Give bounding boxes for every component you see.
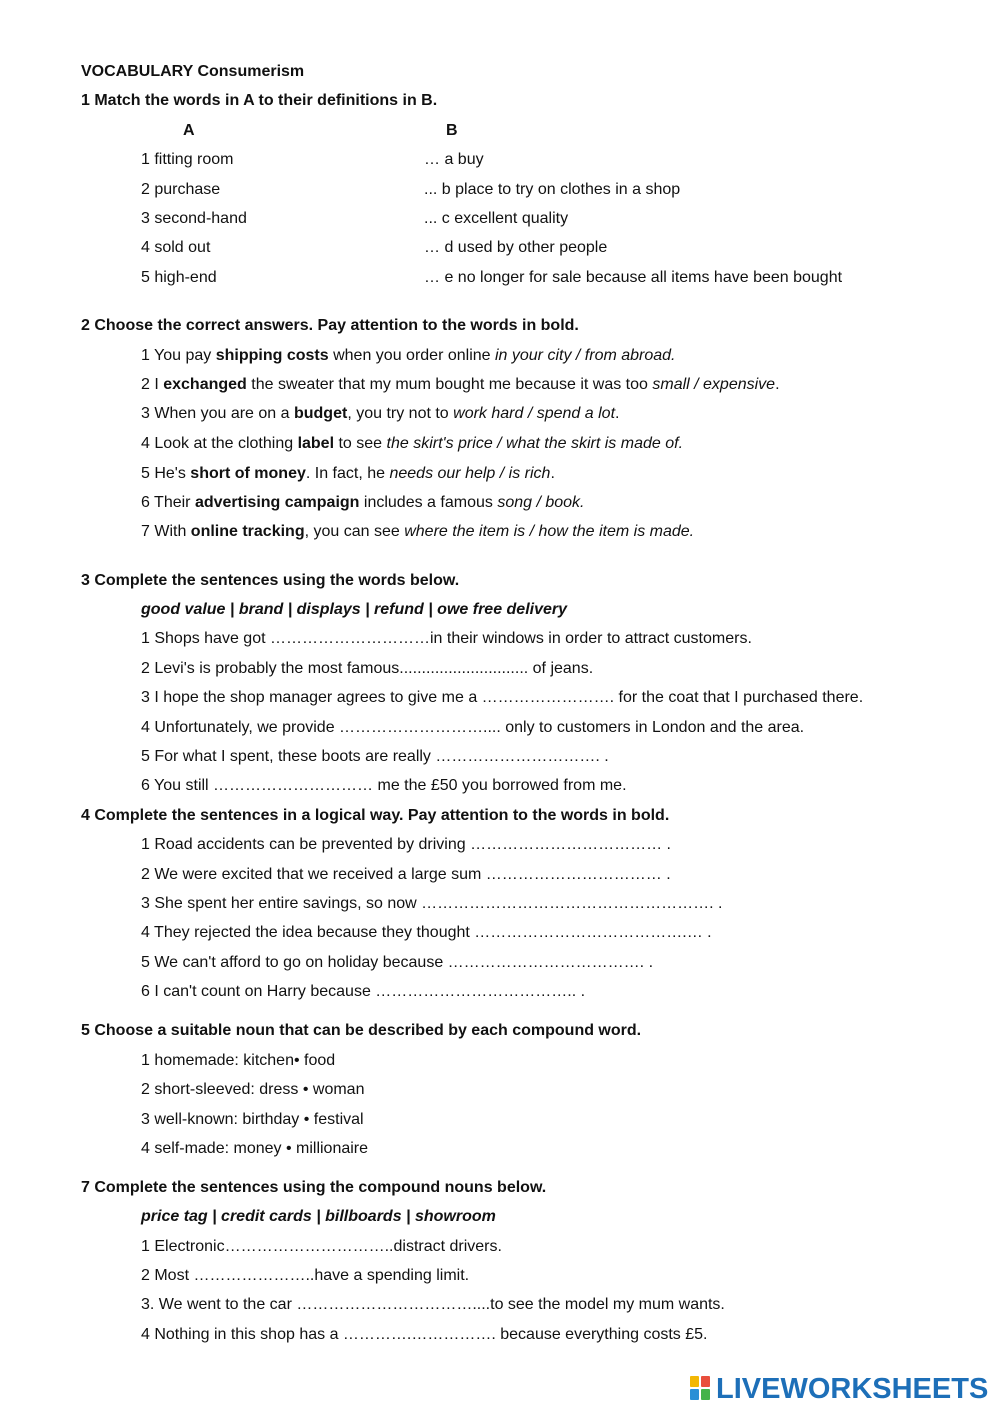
key-phrase: shipping costs [215, 347, 329, 364]
exercise-3-heading: 3 Complete the sentences using the words below. [81, 572, 460, 589]
match-word: 1 fitting room [141, 151, 234, 168]
exercise-2-item: 3 When you are on a budget, you try not to work hard / spend a lot. [141, 405, 620, 422]
exercise-3-word-bank: good value | brand | displays | refund | owe free delivery [141, 601, 568, 618]
key-phrase: exchanged [163, 376, 247, 393]
exercise-4-heading: 4 Complete the sentences in a logical way. Pay attention to the words in bold. [81, 807, 670, 824]
answer-options[interactable]: where the item is / how the item is made. [404, 523, 695, 540]
answer-options[interactable]: needs our help / is rich [389, 465, 551, 482]
match-word: 2 purchase [141, 181, 221, 198]
liveworksheets-logo[interactable] [690, 1373, 988, 1405]
exercise-3-item[interactable]: 3 I hope the shop manager agrees to give me a ……………………. for the coat that I purchased there. [141, 689, 864, 706]
exercise-4-item[interactable]: 3 She spent her entire savings, so now ………………………………………………. . [141, 895, 723, 912]
exercise-2-item: 7 With online tracking, you can see where the item is / how the item is made. [141, 523, 695, 540]
key-phrase: budget [293, 405, 348, 422]
exercise-4-item[interactable]: 2 We were excited that we received a large sum …………………………… . [141, 866, 671, 883]
match-word: 4 sold out [141, 239, 211, 256]
key-phrase: online tracking [190, 523, 305, 540]
exercise-5-item[interactable]: 1 homemade: kitchen• food [141, 1052, 336, 1069]
exercise-7-word-bank: price tag | credit cards | billboards | showroom [141, 1208, 496, 1225]
exercise-2-item: 1 You pay shipping costs when you order online in your city / from abroad. [141, 347, 676, 364]
exercise-3-item[interactable]: 6 You still ………………………… me the £50 you borrowed from me. [141, 777, 627, 794]
exercise-7-item[interactable]: 1 Electronic…………………………..distract drivers. [141, 1238, 502, 1255]
exercise-4-item[interactable]: 6 I can't count on Harry because ……………………………….. . [141, 983, 586, 1000]
liveworksheets-logo-text: LIVEWORKSHEETS [716, 1372, 989, 1405]
answer-options[interactable]: song / book. [497, 494, 585, 511]
exercise-4-item[interactable]: 4 They rejected the idea because they thought ………………………………….… . [141, 924, 712, 941]
match-word: 5 high-end [141, 269, 217, 286]
exercise-7-item[interactable]: 3. We went to the car ……………………………....to see the model my mum wants. [141, 1296, 725, 1313]
match-definition: … a buy [424, 151, 484, 168]
key-phrase: label [297, 435, 335, 452]
answer-options[interactable]: the skirt's price / what the skirt is made of. [386, 435, 684, 452]
exercise-2-item: 5 He's short of money. In fact, he needs our help / is rich. [141, 465, 555, 482]
match-definition: … e no longer for sale because all items have been bought [424, 269, 843, 286]
answer-options[interactable]: work hard / spend a lot [453, 405, 616, 422]
exercise-5-item[interactable]: 2 short-sleeved: dress • woman [141, 1081, 365, 1098]
exercise-3-item[interactable]: 5 For what I spent, these boots are really …………………………. . [141, 748, 609, 765]
exercise-4-item[interactable]: 5 We can't afford to go on holiday because ………………………………. . [141, 954, 654, 971]
exercise-7-heading: 7 Complete the sentences using the compound nouns below. [81, 1179, 547, 1196]
answer-options[interactable]: small / expensive [652, 376, 776, 393]
match-definition: ... b place to try on clothes in a shop [424, 181, 681, 198]
exercise-5-item[interactable]: 4 self-made: money • millionaire [141, 1140, 369, 1157]
match-word: 3 second-hand [141, 210, 247, 227]
worksheet-title: VOCABULARY Consumerism [81, 63, 305, 80]
exercise-3-item[interactable]: 4 Unfortunately, we provide ……………………….... only to customers in London and the area. [141, 719, 805, 736]
exercise-7-item[interactable]: 2 Most …………………..have a spending limit. [141, 1267, 470, 1284]
exercise-3-item[interactable]: 2 Levi's is probably the most famous............................. of jeans. [141, 660, 594, 677]
exercise-2-item: 2 I exchanged the sweater that my mum bought me because it was too small / expensive. [141, 376, 780, 393]
match-definition: ... c excellent quality [424, 210, 569, 227]
exercise-7-item[interactable]: 4 Nothing in this shop has a ………….……………. because everything costs £5. [141, 1326, 708, 1343]
answer-options[interactable]: in your city / from abroad. [494, 347, 676, 364]
exercise-3-item[interactable]: 1 Shops have got …………………………in their windows in order to attract customers. [141, 630, 752, 647]
exercise-2-item: 6 Their advertising campaign includes a famous song / book. [141, 494, 585, 511]
exercise-4-item[interactable]: 1 Road accidents can be prevented by driving ……………………………… . [141, 836, 671, 853]
key-phrase: short of money [190, 465, 306, 482]
exercise-5-heading: 5 Choose a suitable noun that can be described by each compound word. [81, 1022, 642, 1039]
key-phrase: advertising campaign [194, 494, 360, 511]
column-a-header: A [183, 122, 195, 139]
exercise-2-heading: 2 Choose the correct answers. Pay attention to the words in bold. [81, 317, 579, 334]
exercise-1-heading: 1 Match the words in A to their definitions in B. [81, 92, 438, 109]
exercise-5-item[interactable]: 3 well-known: birthday • festival [141, 1111, 364, 1128]
match-definition: … d used by other people [424, 239, 608, 256]
column-b-header: B [446, 122, 458, 139]
exercise-2-item: 4 Look at the clothing label to see the skirt's price / what the skirt is made of. [141, 435, 684, 452]
liveworksheets-logo-icon [690, 1376, 712, 1402]
